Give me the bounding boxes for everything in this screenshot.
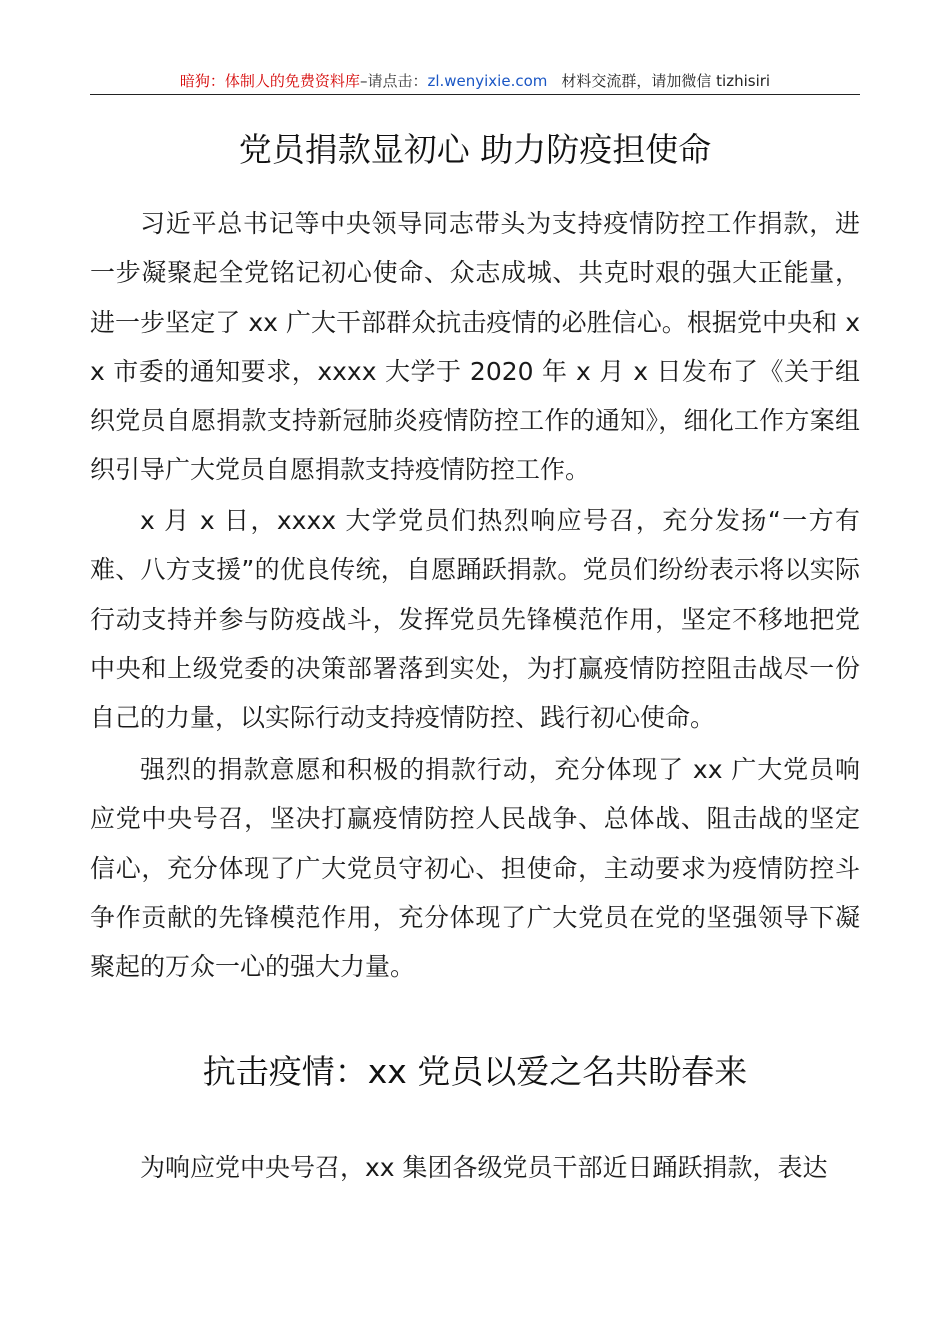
article2-paragraph-1: 为响应党中央号召，xx 集团各级党员干部近日踊跃捐款，表达 bbox=[140, 1153, 828, 1182]
page-header bbox=[90, 68, 860, 95]
header-link[interactable]: zl.wenyixie.com bbox=[427, 72, 548, 90]
article-title-1: 党员捐款显初心 助力防疫担使命 bbox=[238, 130, 712, 169]
header-wechat-note: 材料交流群，请加微信 tizhisiri bbox=[561, 72, 771, 90]
header-click-prompt: –请点击： bbox=[359, 72, 428, 90]
article1-paragraph-1: 习近平总书记等中央领导同志带头为支持疫情防控工作捐款，进一步凝聚起全党铭记初心使命、众志成城、共克时艰的强大正能量，进一步坚定了 xx 广大干部群众抗击疫情的必胜信心。根据党中央和 xx 市委的通知要求，xxxx 大学于 2020 年 x 月 x 日发布了《关于组织党员自愿捐款支持新冠肺炎疫情防控工作的通知》，细化工作方案组织引导广大党员自愿捐款支持疫情防控工作。 bbox=[90, 209, 860, 485]
article-title-2: 抗击疫情：xx 党员以爱之名共盼春来 bbox=[202, 1052, 748, 1091]
article1-paragraph-2: x 月 x 日，xxxx 大学党员们热烈响应号召，充分发扬“一方有难、八方支援”的优良传统，自愿踊跃捐款。党员们纷纷表示将以实际行动支持并参与防疫战斗，发挥党员先锋模范作用，坚定不移地把党中央和上级党委的决策部署落到实处，为打赢疫情防控阻击战尽一份自己的力量，以实际行动支持疫情防控、践行初心使命。 bbox=[90, 506, 860, 733]
header-brand: 暗狗：体制人的免费资料库 bbox=[179, 72, 360, 90]
article1-paragraph-3: 强烈的捐款意愿和积极的捐款行动，充分体现了 xx 广大党员响应党中央号召，坚决打赢疫情防控人民战争、总体战、阻击战的坚定信心，充分体现了广大党员守初心、担使命，主动要求为疫情防控斗争作贡献的先锋模范作用，充分体现了广大党员在党的坚强领导下凝聚起的万众一心的强大力量。 bbox=[90, 755, 860, 982]
